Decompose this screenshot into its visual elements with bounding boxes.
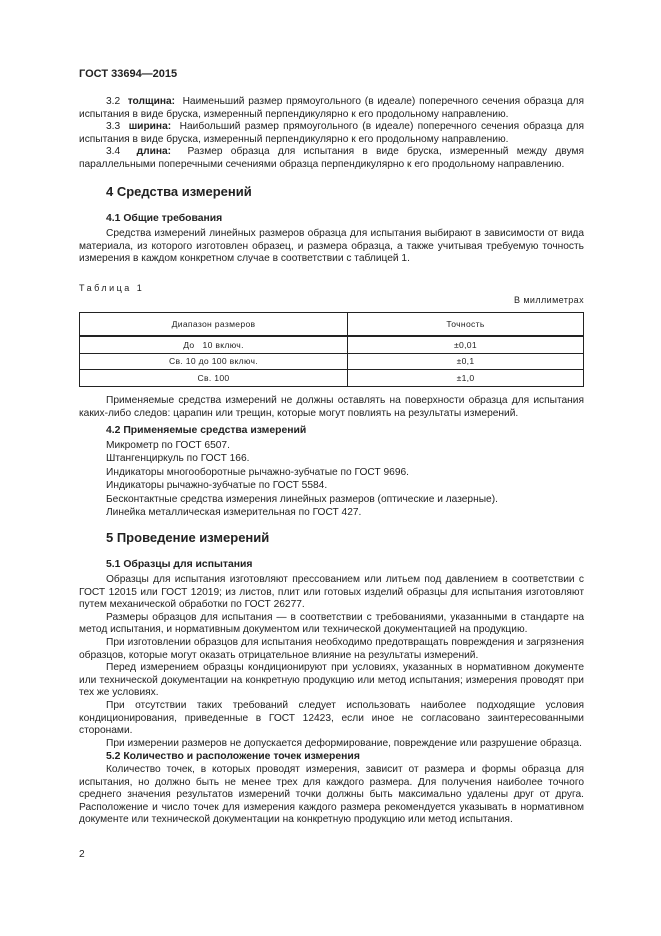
table-row	[80, 370, 584, 387]
table-cell: ±0,1	[348, 353, 584, 370]
table-cell: ±0,01	[348, 336, 584, 353]
page-number: 2	[79, 849, 85, 860]
definition-text: Размер образца для испытания в виде бруска, измеренный между двумя параллельными поперечными сечениями образца перпендикулярно к его продольному направлению.	[79, 146, 584, 170]
table-header-cell: Точность	[348, 313, 584, 337]
definition-text: Наименьший размер прямоугольного (в идеале) поперечного сечения образца для испытания в виде бруска, измеренный перпендикулярно к его продольному направлению.	[79, 96, 584, 120]
list-item: Линейка металлическая измерительная по ГОСТ 427.	[106, 507, 362, 519]
section-5-heading: 5 Проведение измерений	[106, 530, 270, 545]
definition-number: 3.3	[106, 121, 121, 133]
paragraph: Перед измерением образцы кондиционируют при условиях, указанных в нормативном документе или технической документации на конкретную продукцию или метод испытания; измерения проводят при тех же условиях.	[79, 662, 584, 699]
list-item: Микрометр по ГОСТ 6507.	[106, 440, 230, 451]
section-4-2-heading: 4.2 Применяемые средства измерений	[106, 425, 307, 436]
definition-text: Наибольший размер прямоугольного (в идеале) поперечного сечения образца для испытания в виде бруска, измеренный перпендикулярно к его продольному направлению.	[79, 121, 584, 145]
after-table-text: Применяемые средства измерений не должны оставлять на поверхности образца для испытания каких-либо следов: царапин или трещин, которые могут повлиять на результаты измерений.	[79, 395, 584, 419]
definition-3-4	[79, 146, 584, 171]
table-header-cell: Диапазон размеров	[80, 313, 348, 337]
table-cell: Св. 10 до 100 включ.	[80, 353, 348, 370]
table-cell: ±1,0	[348, 370, 584, 387]
precision-table	[79, 312, 584, 387]
section-4-1-heading: 4.1 Общие требования	[106, 213, 223, 224]
table-label: Таблица 1	[79, 283, 145, 293]
document-header: ГОСТ 33694—2015	[79, 68, 178, 80]
definition-term: ширина:	[128, 121, 172, 133]
list-item: Индикаторы рычажно-зубчатые по ГОСТ 5584.	[106, 480, 328, 492]
definition-number: 3.2	[106, 96, 121, 107]
table-unit: В миллиметрах	[514, 295, 584, 305]
section-5-2-heading: 5.2 Количество и расположение точек измерения	[106, 751, 360, 763]
paragraph: При изготовлении образцов для испытания необходимо предотвращать повреждения и загрязнения образцов, которые могут оказать отрицательное влияние на результаты измерений.	[79, 636, 584, 661]
paragraph: Образцы для испытания изготовляют прессованием или литьем под давлением в соответствии с ГОСТ 12015 или ГОСТ 12019; из листов, плит или готовых изделий образцы для испытания изготовляют путем механической обработки по ГОСТ 26277.	[79, 574, 584, 611]
table-cell: До 10 включ.	[80, 336, 348, 353]
paragraph: При измерении размеров не допускается деформирование, повреждение или разрушение образца.	[106, 737, 582, 749]
section-5-body	[79, 574, 584, 827]
table-row	[80, 353, 584, 370]
paragraph: Количество точек, в которых проводят измерения, зависит от размера и формы образца для испытания, но должно быть не менее трех для каждого размера. Для получения наиболее точного среднего значения результатов измерений точки должны быть максимально удалены друг от друга. Расположение и число точек для измерения каждого размера рекомендуется указывать в нормативном документе или технической документации на конкретную продукцию или метод испытания.	[79, 763, 584, 826]
list-item: Штангенциркуль по ГОСТ 166.	[106, 453, 250, 465]
table-header-row	[80, 313, 584, 337]
definition-3-3	[79, 121, 584, 146]
table-cell: Св. 100	[80, 370, 348, 387]
definition-number: 3.4	[106, 146, 121, 158]
section-4-1-text: Средства измерений линейных размеров образца для испытания выбирают в зависимости от вида материала, из которого изготовлен образец, и размера образца, а также учитывая требуемую точность измерения в каждом конкретном случае в соответствии с таблицей 1.	[79, 228, 584, 265]
definition-term: толщина:	[127, 96, 176, 107]
table-row	[80, 336, 584, 353]
section-4-heading: 4 Средства измерений	[106, 184, 252, 199]
definitions	[79, 96, 584, 172]
paragraph: При отсутствии таких требований следует использовать наиболее подходящие условия кондиционирования, приведенные в ГОСТ 12423, если иное не согласовано заинтересованными сторонами.	[79, 699, 584, 737]
instrument-list	[79, 439, 584, 519]
list-item: Индикаторы многооборотные рычажно-зубчатые по ГОСТ 9696.	[106, 466, 409, 478]
paragraph: Размеры образцов для испытания — в соответствии с требованиями, указанными в стандарте на метод испытания, и нормативным документом или технической документацией на продукцию.	[79, 611, 584, 636]
definition-term: длина:	[136, 146, 172, 158]
section-5-1-heading: 5.1 Образцы для испытания	[106, 559, 253, 570]
list-item: Бесконтактные средства измерения линейных размеров (оптические и лазерные).	[106, 493, 498, 505]
definition-3-2	[79, 96, 584, 121]
